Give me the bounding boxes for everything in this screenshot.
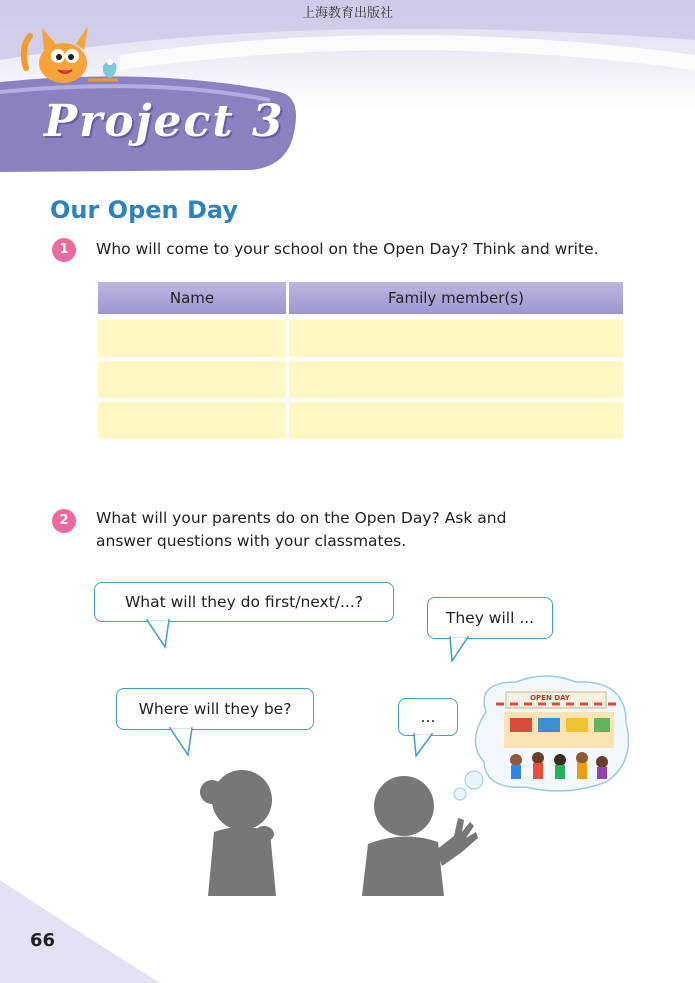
page-number: 66 <box>30 930 56 951</box>
table-cell-name-3[interactable] <box>98 402 286 439</box>
bubble-tail-ellipsis <box>410 733 440 757</box>
table-cell-name-2[interactable] <box>98 361 286 398</box>
boy-silhouette-icon <box>358 770 482 896</box>
table-header-family: Family member(s) <box>289 282 623 314</box>
speech-bubble-ellipsis: ... <box>398 698 458 736</box>
question-number-1: 1 <box>52 238 76 262</box>
speech-bubble-they-will: They will ... <box>427 597 553 639</box>
speech-bubble-what: What will they do first/next/...? <box>94 582 394 622</box>
question-2-line-2: answer questions with your classmates. <box>96 532 407 550</box>
publisher-name: 上海教育出版社 <box>301 6 393 21</box>
question-number-2: 2 <box>52 509 76 533</box>
section-title: Our Open Day <box>50 196 239 224</box>
question-1-text: Who will come to your school on the Open Day? Think and write. <box>96 240 599 258</box>
project-title: Project 3 <box>44 96 285 147</box>
footer-decoration <box>0 880 160 983</box>
table-header-name: Name <box>98 282 286 314</box>
bubble-tail-where <box>168 727 198 757</box>
table-cell-family-1[interactable] <box>289 320 623 357</box>
bubble-tail-they-will <box>446 636 476 662</box>
question-2-text <box>96 507 506 553</box>
cat-mascot-icon <box>18 18 128 88</box>
question-2-line-1: What will your parents do on the Open Day? Ask and <box>96 509 507 527</box>
speech-bubble-where: Where will they be? <box>116 688 314 730</box>
bubble-tail-what <box>145 619 175 649</box>
family-table <box>98 282 623 440</box>
table-cell-family-3[interactable] <box>289 402 623 439</box>
table-cell-family-2[interactable] <box>289 361 623 398</box>
girl-silhouette-icon <box>194 762 294 896</box>
open-day-sign: OPEN DAY <box>530 694 570 702</box>
table-cell-name-1[interactable] <box>98 320 286 357</box>
